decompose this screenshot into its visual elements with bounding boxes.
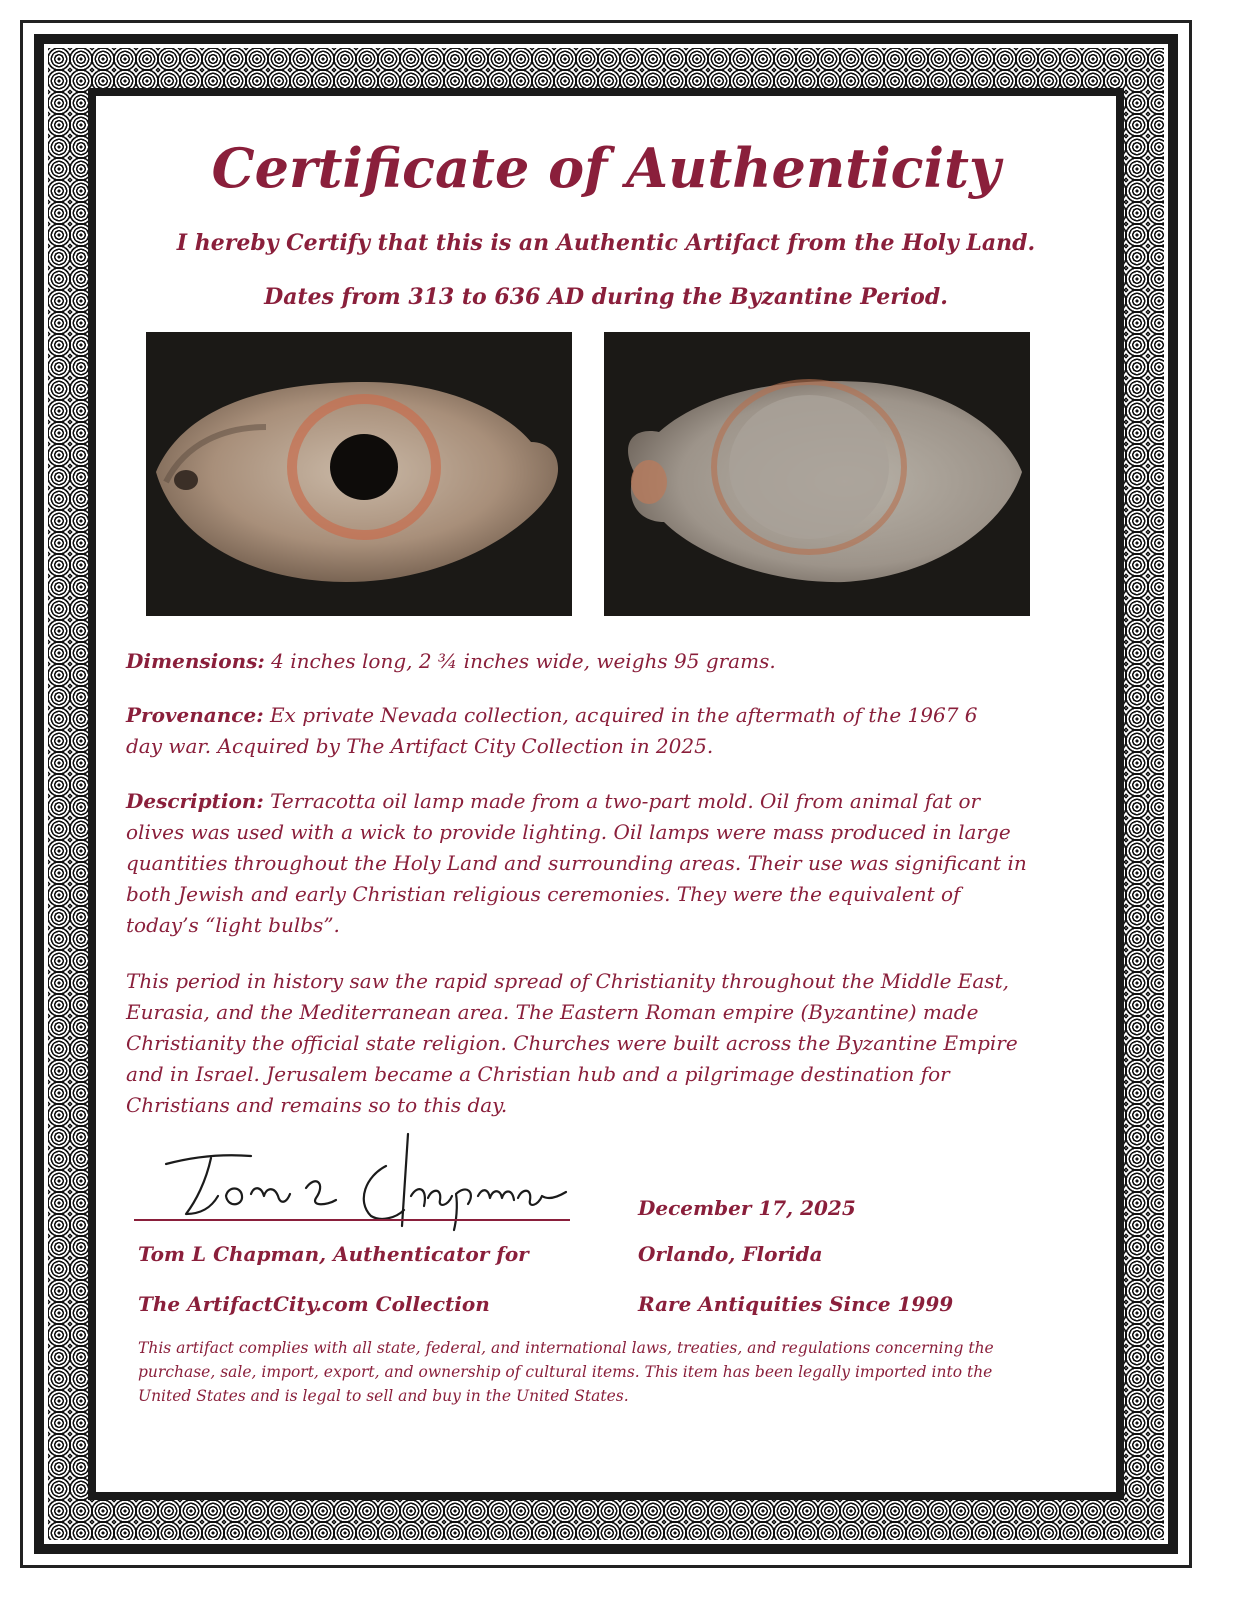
dimensions-paragraph xyxy=(126,646,1026,677)
provenance-paragraph xyxy=(126,700,1006,762)
provenance-text: Ex private Nevada collection, acquired in the aftermath of the 1967 6 day war. Acquired by The Artifact City Collection in 2025. xyxy=(126,703,978,758)
collection-name: The ArtifactCity.com Collection xyxy=(138,1292,490,1316)
issue-date: December 17, 2025 xyxy=(638,1196,856,1220)
tagline: Rare Antiquities Since 1999 xyxy=(638,1292,954,1316)
signature-line xyxy=(134,1219,570,1221)
certify-line: I hereby Certify that this is an Authentic Artifact from the Holy Land. xyxy=(176,230,1036,256)
dates-line: Dates from 313 to 636 AD during the Byzantine Period. xyxy=(264,284,948,310)
dimensions-text: 4 inches long, 2 ¾ inches wide, weighs 95 grams. xyxy=(264,649,776,673)
certificate-title: Certificate of Authenticity xyxy=(211,136,1001,200)
history-paragraph: This period in history saw the rapid spread of Christianity throughout the Middle East, Eurasia, and the Mediterranean area. The Eastern Roman empire (Byzantine) made Christianity the official state religion. Churches were built across the Byzantine Empire and in Israel. Jerusalem became a Christian hub and a pilgrimage destination for Christians and remains so to this day. xyxy=(126,969,1018,1117)
dimensions-label: Dimensions: xyxy=(126,649,265,673)
certificate-body xyxy=(96,96,1116,1492)
description-text: Terracotta oil lamp made from a two-part mold. Oil from animal fat or olives was used with a wick to provide lighting. Oil lamps were mass produced in large quantities throughout the Holy Land and surrounding areas. Their use was significant in both Jewish and early Christian religious ceremonies. They were the equivalent of today’s “light bulbs”. xyxy=(126,789,1027,937)
provenance-label: Provenance: xyxy=(126,703,264,727)
authenticator-name: Tom L Chapman, Authenticator for xyxy=(138,1242,529,1266)
description-paragraph xyxy=(126,786,1031,941)
description-label: Description: xyxy=(126,789,264,813)
lamp-photo-bottom xyxy=(604,332,1030,616)
legal-notice: This artifact complies with all state, federal, and international laws, treaties, and regulations concerning the purchase, sale, import, export, and ownership of cultural items. This item has been legally imported into the United States and is legal to sell and buy in the United States. xyxy=(138,1339,994,1405)
lamp-photo-top xyxy=(146,332,572,616)
issue-location: Orlando, Florida xyxy=(638,1242,823,1266)
